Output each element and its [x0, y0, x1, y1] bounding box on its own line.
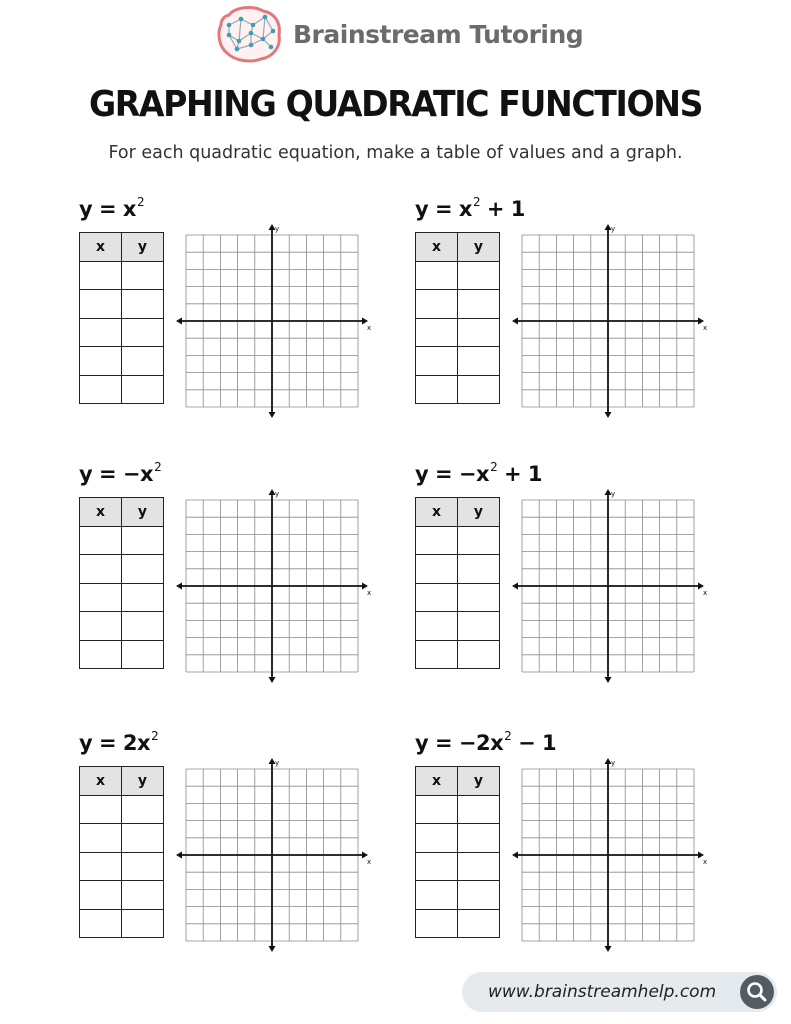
table-cell[interactable]: [122, 583, 164, 612]
coordinate-grid[interactable]: [512, 488, 712, 684]
table-cell[interactable]: [458, 852, 500, 881]
column-header-y: y: [122, 767, 164, 796]
equation: $y = x^2$: [79, 195, 145, 221]
brain-network-icon: [217, 5, 283, 63]
table-cell[interactable]: [122, 909, 164, 938]
table-row: [80, 290, 164, 319]
page-title: GRAPHING QUADRATIC FUNCTIONS: [88, 84, 703, 125]
table-cell[interactable]: [80, 824, 122, 853]
x-axis-label: x: [703, 589, 708, 597]
table-row: [80, 526, 164, 555]
table-row: [80, 583, 164, 612]
table-row: [80, 555, 164, 584]
table-cell[interactable]: [122, 824, 164, 853]
table-cell[interactable]: [80, 261, 122, 290]
table-row: [80, 824, 164, 853]
table-row: [80, 347, 164, 376]
problem-3: [79, 460, 439, 700]
table-row: [80, 318, 164, 347]
column-header-y: y: [122, 233, 164, 262]
column-header-x: x: [80, 767, 122, 796]
problem-1: [79, 195, 439, 435]
brand-name: Brainstream Tutoring: [293, 19, 584, 49]
x-axis-arrow-left: [512, 583, 518, 590]
coordinate-grid[interactable]: [512, 757, 712, 953]
column-header-x: x: [80, 233, 122, 262]
table-cell[interactable]: [458, 318, 500, 347]
x-axis-label: x: [367, 858, 372, 866]
coordinate-grid[interactable]: [176, 223, 376, 419]
table-cell[interactable]: [458, 526, 500, 555]
table-row: [80, 881, 164, 910]
table-cell[interactable]: [458, 909, 500, 938]
value-table: [79, 497, 164, 669]
table-row: [416, 909, 500, 938]
equation: $y = -x^2 + 1$: [415, 460, 543, 486]
table-row: [416, 318, 500, 347]
table-cell[interactable]: [122, 375, 164, 404]
table-cell[interactable]: [122, 881, 164, 910]
table-cell[interactable]: [416, 795, 458, 824]
table-cell[interactable]: [80, 583, 122, 612]
y-axis-arrow-down: [269, 412, 276, 418]
table-cell[interactable]: [80, 612, 122, 641]
table-cell[interactable]: [416, 640, 458, 669]
table-cell[interactable]: [122, 347, 164, 376]
table-cell[interactable]: [458, 290, 500, 319]
column-header-y: y: [458, 498, 500, 527]
table-cell[interactable]: [416, 909, 458, 938]
x-axis-label: x: [703, 858, 708, 866]
column-header-y: y: [458, 767, 500, 796]
table-cell[interactable]: [416, 375, 458, 404]
value-table: [415, 497, 500, 669]
problem-2: [415, 195, 775, 435]
table-cell[interactable]: [458, 640, 500, 669]
table-cell[interactable]: [458, 555, 500, 584]
table-row: [80, 795, 164, 824]
y-axis-arrow-down: [605, 677, 612, 683]
y-axis-label: y: [275, 225, 280, 233]
table-row: [80, 909, 164, 938]
y-axis-label: y: [275, 490, 280, 498]
value-table: [415, 232, 500, 404]
table-row: [416, 526, 500, 555]
table-cell[interactable]: [122, 640, 164, 669]
table-cell[interactable]: [80, 852, 122, 881]
coordinate-grid[interactable]: [176, 488, 376, 684]
table-row: [80, 261, 164, 290]
table-cell[interactable]: [122, 318, 164, 347]
column-header-x: x: [416, 233, 458, 262]
table-cell[interactable]: [122, 852, 164, 881]
table-cell[interactable]: [80, 526, 122, 555]
table-cell[interactable]: [80, 881, 122, 910]
x-axis-arrow-left: [176, 583, 182, 590]
table-row: [80, 375, 164, 404]
table-cell[interactable]: [458, 612, 500, 641]
y-axis-label: y: [611, 225, 616, 233]
table-row: [416, 555, 500, 584]
equation: $y = -x^2$: [79, 460, 162, 486]
table-cell[interactable]: [80, 555, 122, 584]
table-cell[interactable]: [80, 375, 122, 404]
table-cell[interactable]: [416, 612, 458, 641]
y-axis-arrow-down: [605, 946, 612, 952]
table-cell[interactable]: [122, 555, 164, 584]
search-button[interactable]: [740, 975, 774, 1009]
coordinate-grid[interactable]: [512, 223, 712, 419]
coordinate-grid[interactable]: [176, 757, 376, 953]
table-cell[interactable]: [80, 347, 122, 376]
table-cell[interactable]: [458, 795, 500, 824]
y-axis-arrow-down: [269, 946, 276, 952]
table-row: [80, 852, 164, 881]
table-cell[interactable]: [122, 795, 164, 824]
table-row: [416, 290, 500, 319]
table-cell[interactable]: [122, 261, 164, 290]
search-icon: [740, 975, 774, 1009]
table-cell[interactable]: [416, 290, 458, 319]
table-row: [416, 612, 500, 641]
table-row: [80, 640, 164, 669]
table-row: [80, 612, 164, 641]
table-cell[interactable]: [416, 347, 458, 376]
column-header-y: y: [122, 498, 164, 527]
table-cell[interactable]: [80, 909, 122, 938]
x-axis-arrow-left: [512, 318, 518, 325]
column-header-x: x: [416, 498, 458, 527]
y-axis-arrow-down: [269, 677, 276, 683]
y-axis-label: y: [611, 759, 616, 767]
column-header-x: x: [416, 767, 458, 796]
x-axis-arrow-left: [176, 852, 182, 859]
column-header-y: y: [458, 233, 500, 262]
table-cell[interactable]: [458, 347, 500, 376]
y-axis-label: y: [611, 490, 616, 498]
equation: $y = -2x^2 - 1$: [415, 729, 557, 755]
table-cell[interactable]: [80, 290, 122, 319]
value-table: [79, 766, 164, 938]
table-cell[interactable]: [80, 640, 122, 669]
website-url[interactable]: www.brainstreamhelp.com: [488, 982, 717, 1002]
table-cell[interactable]: [416, 318, 458, 347]
table-cell[interactable]: [416, 583, 458, 612]
table-cell[interactable]: [458, 375, 500, 404]
table-row: [416, 583, 500, 612]
x-axis-arrow-left: [176, 318, 182, 325]
table-cell[interactable]: [416, 852, 458, 881]
value-table: [79, 232, 164, 404]
column-header-x: x: [80, 498, 122, 527]
table-cell[interactable]: [416, 881, 458, 910]
y-axis-arrow-down: [605, 412, 612, 418]
table-cell[interactable]: [416, 555, 458, 584]
equation: $y = 2x^2$: [79, 729, 159, 755]
table-cell[interactable]: [416, 261, 458, 290]
table-cell[interactable]: [458, 583, 500, 612]
table-cell[interactable]: [416, 824, 458, 853]
value-table: [415, 766, 500, 938]
x-axis-label: x: [367, 589, 372, 597]
problem-5: [79, 729, 439, 969]
table-row: [416, 261, 500, 290]
table-cell[interactable]: [416, 526, 458, 555]
table-cell[interactable]: [458, 881, 500, 910]
y-axis-label: y: [275, 759, 280, 767]
equation: $y = x^2 + 1$: [415, 195, 525, 221]
table-row: [416, 852, 500, 881]
x-axis-label: x: [367, 324, 372, 332]
table-row: [416, 640, 500, 669]
page-subtitle: For each quadratic equation, make a table of values and a graph.: [108, 143, 683, 163]
brand-header: [217, 3, 583, 65]
website-pill[interactable]: [462, 972, 777, 1012]
x-axis-label: x: [703, 324, 708, 332]
table-row: [416, 881, 500, 910]
table-cell[interactable]: [122, 612, 164, 641]
problem-6: [415, 729, 775, 969]
table-cell[interactable]: [80, 795, 122, 824]
x-axis-arrow-left: [512, 852, 518, 859]
table-cell[interactable]: [122, 290, 164, 319]
table-cell[interactable]: [80, 318, 122, 347]
table-cell[interactable]: [458, 261, 500, 290]
table-row: [416, 824, 500, 853]
table-row: [416, 795, 500, 824]
table-row: [416, 375, 500, 404]
table-cell[interactable]: [458, 824, 500, 853]
table-cell[interactable]: [122, 526, 164, 555]
table-row: [416, 347, 500, 376]
problem-4: [415, 460, 775, 700]
